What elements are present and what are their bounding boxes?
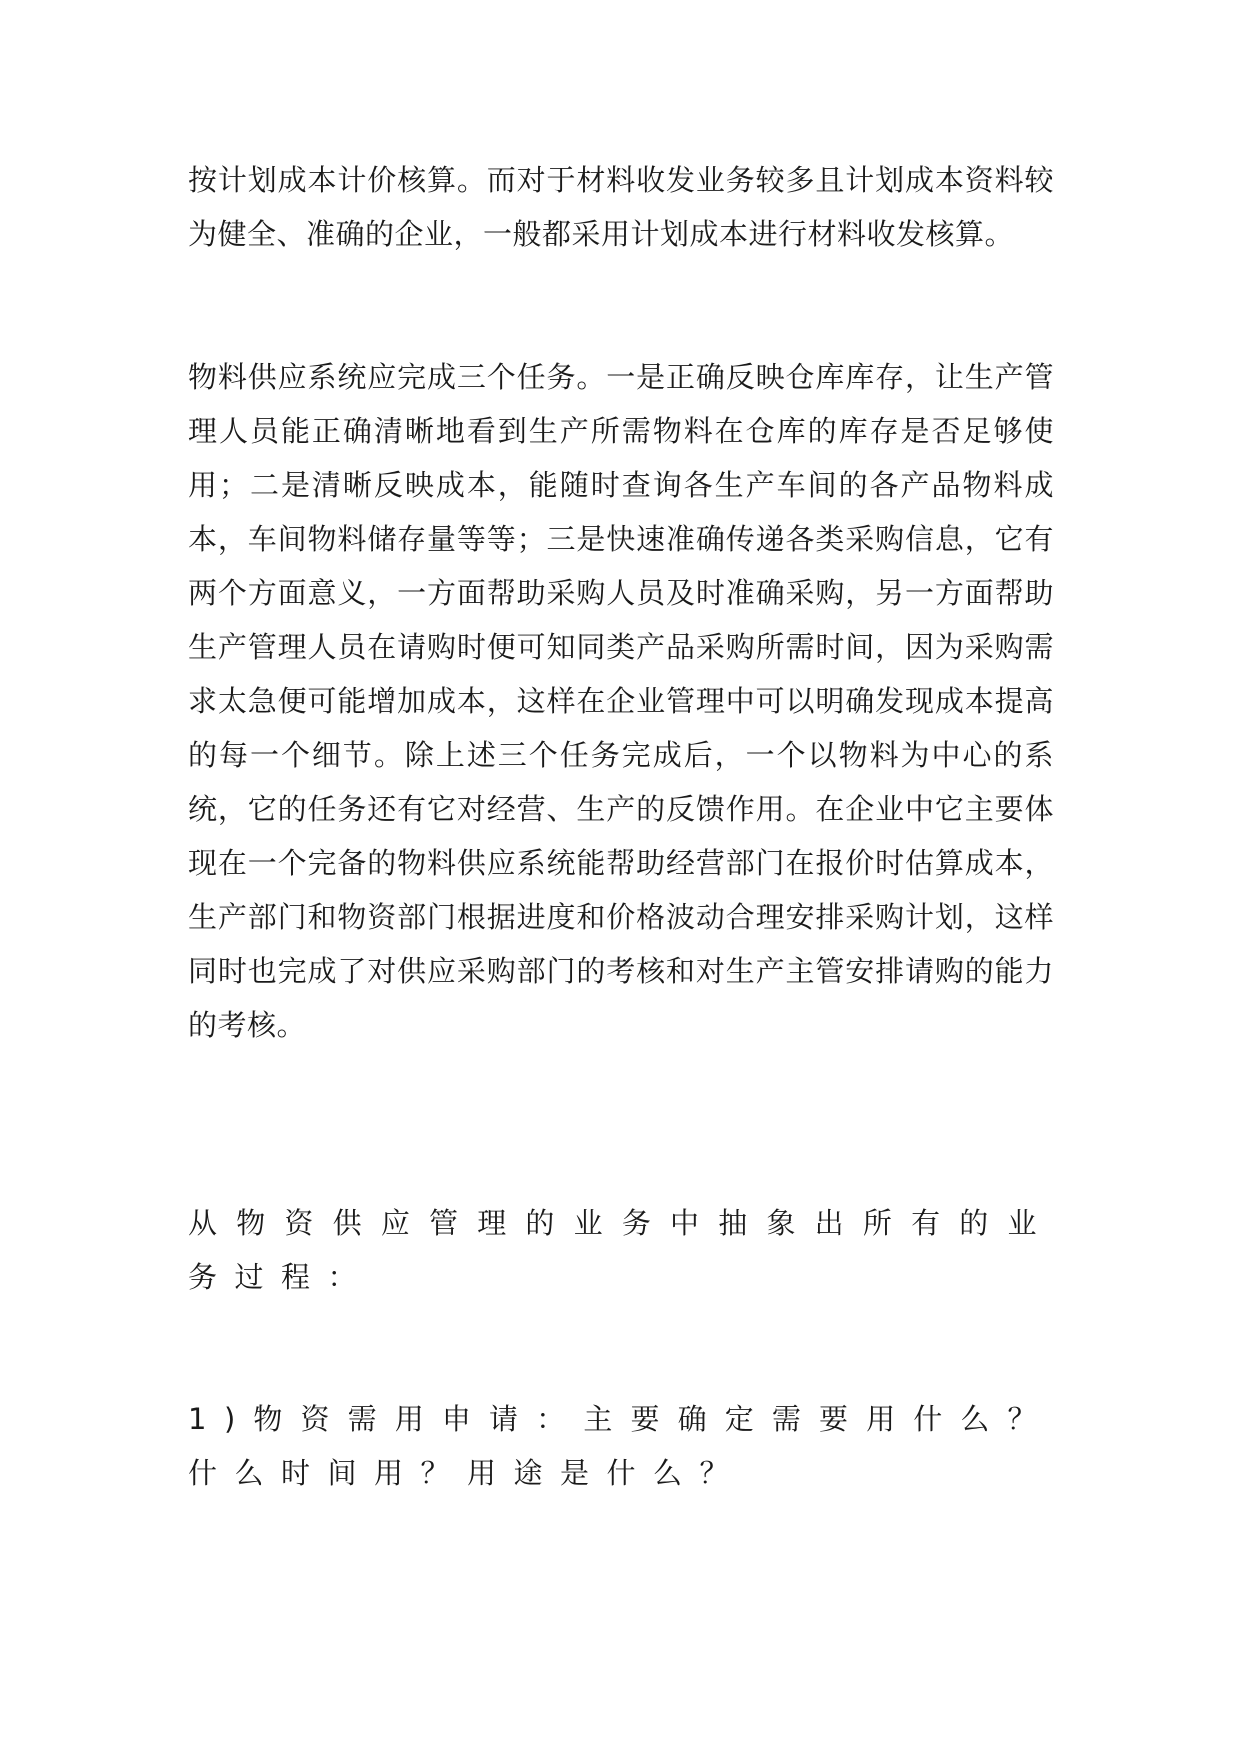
paragraph-planned-cost-accounting: 按计划成本计价核算。而对于材料收发业务较多且计划成本资料较为健全、准确的企业，一般都采用计划成本进行材料收发核算。 — [188, 163, 1054, 251]
paragraph-material-supply-tasks: 物料供应系统应完成三个任务。一是正确反映仓库库存，让生产管理人员能正确清晰地看到生产所需物料在仓库的库存是否足够使用；二是清晰反映成本，能随时查询各生产车间的各产品物料成本，车间物料储存量等等；三是快速准确传递各类采购信息，它有两个方面意义，一方面帮助采购人员及时准确采购，另一方面帮助生产管理人员在请购时便可知同类产品采购所需时间，因为采购需求太急便可能增加成本，这样在企业管理中可以明确发现成本提高的每一个细节。除上述三个任务完成后，一个以物料为中心的系统，它的任务还有它对经营、生产的反馈作用。在企业中它主要体现在一个完备的物料供应系统能帮助经营部门在报价时估算成本，生产部门和物资部门根据进度和价格波动合理安排采购计划，这样同时也完成了对供应采购部门的考核和对生产主管安排请购的能力的考核。 — [188, 360, 1054, 1042]
list-item-material-requisition: 1)物资需用申请：主要确定需要用什么？什么时间用？用途是什么？ — [188, 1402, 1054, 1490]
paragraph-business-process-intro: 从物资供应管理的业务中抽象出所有的业务过程： — [188, 1206, 1054, 1294]
